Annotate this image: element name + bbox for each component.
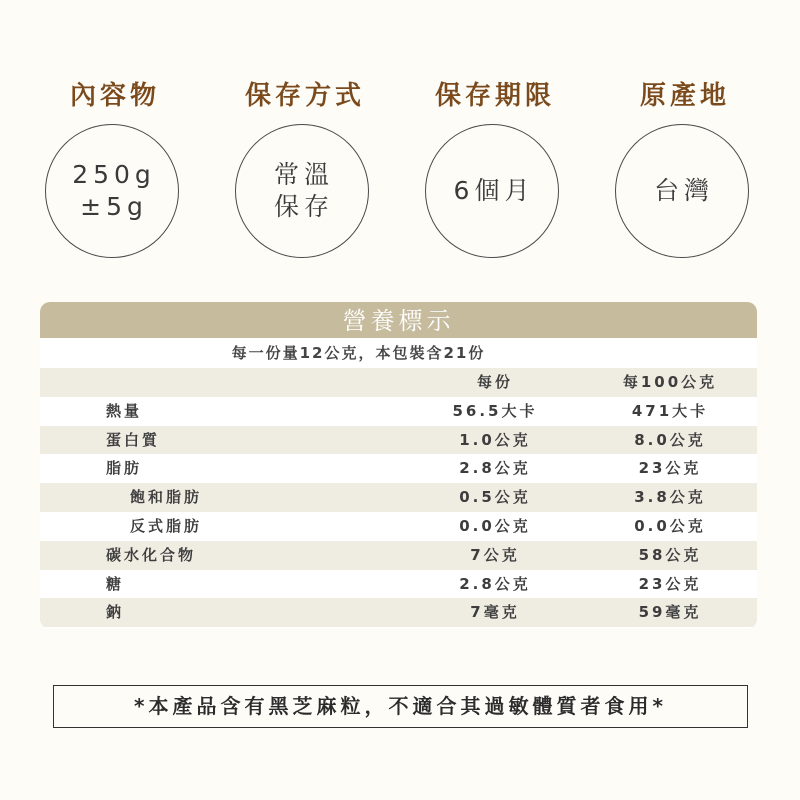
nutrient-per-serving: 1.0公克 xyxy=(459,430,531,449)
info-shelf-life xyxy=(425,78,565,263)
info-grid xyxy=(45,78,755,263)
nutrient-name: 蛋白質 xyxy=(106,430,161,449)
info-circle-value: 常溫 保存 xyxy=(235,124,369,258)
info-title: 原產地 xyxy=(639,81,730,111)
info-circle-value: 台灣 xyxy=(615,124,749,258)
table-row xyxy=(40,512,757,541)
nutrient-name: 碳水化合物 xyxy=(106,545,197,564)
nutrient-per-100g: 23公克 xyxy=(638,459,702,478)
column-header-per-serving: 每份 xyxy=(476,373,513,391)
info-origin xyxy=(615,78,755,263)
nutrient-per-serving: 2.8公克 xyxy=(459,574,531,593)
table-row xyxy=(40,397,757,426)
nutrient-name: 脂肪 xyxy=(106,459,143,478)
nutrient-per-100g: 59毫克 xyxy=(638,603,702,622)
serving-info: 每一份量12公克，本包裝含21份 xyxy=(231,344,486,362)
allergen-warning: *本產品含有黑芝麻粒，不適合其過敏體質者食用* xyxy=(53,685,748,728)
nutrient-name: 飽和脂肪 xyxy=(130,488,203,507)
nutrition-column-headers xyxy=(40,368,757,397)
nutrient-name: 鈉 xyxy=(106,603,125,622)
nutrient-per-100g: 58公克 xyxy=(638,545,702,564)
nutrient-per-100g: 23公克 xyxy=(638,574,702,593)
nutrient-per-100g: 3.8公克 xyxy=(634,488,706,507)
info-storage-method xyxy=(235,78,375,263)
table-row xyxy=(40,454,757,483)
nutrition-table xyxy=(40,302,757,629)
table-row xyxy=(40,541,757,570)
table-row xyxy=(40,426,757,455)
info-title: 保存期限 xyxy=(434,81,555,111)
nutrient-per-serving: 56.5大卡 xyxy=(452,401,538,420)
table-row xyxy=(40,570,757,599)
info-title: 內容物 xyxy=(69,81,160,111)
table-row xyxy=(40,598,757,627)
table-row xyxy=(40,483,757,512)
column-header-per-100g: 每100公克 xyxy=(622,373,718,391)
nutrition-title: 營養標示 xyxy=(40,302,757,338)
nutrient-per-serving: 7公克 xyxy=(470,545,520,564)
info-circle-value: 250g ±5g xyxy=(45,124,179,258)
nutrient-per-100g: 8.0公克 xyxy=(634,430,706,449)
nutrient-per-serving: 0.0公克 xyxy=(459,516,531,535)
nutrient-name: 糖 xyxy=(106,574,125,593)
nutrient-per-100g: 0.0公克 xyxy=(634,516,706,535)
nutrient-name: 熱量 xyxy=(106,401,143,420)
info-title: 保存方式 xyxy=(244,81,365,111)
info-circle-value: 6個月 xyxy=(425,124,559,258)
nutrient-name: 反式脂肪 xyxy=(130,516,203,535)
info-contents xyxy=(45,78,185,263)
nutrient-per-serving: 2.8公克 xyxy=(459,459,531,478)
nutrient-per-100g: 471大卡 xyxy=(631,401,709,420)
nutrient-per-serving: 0.5公克 xyxy=(459,488,531,507)
nutrient-per-serving: 7毫克 xyxy=(470,603,520,622)
